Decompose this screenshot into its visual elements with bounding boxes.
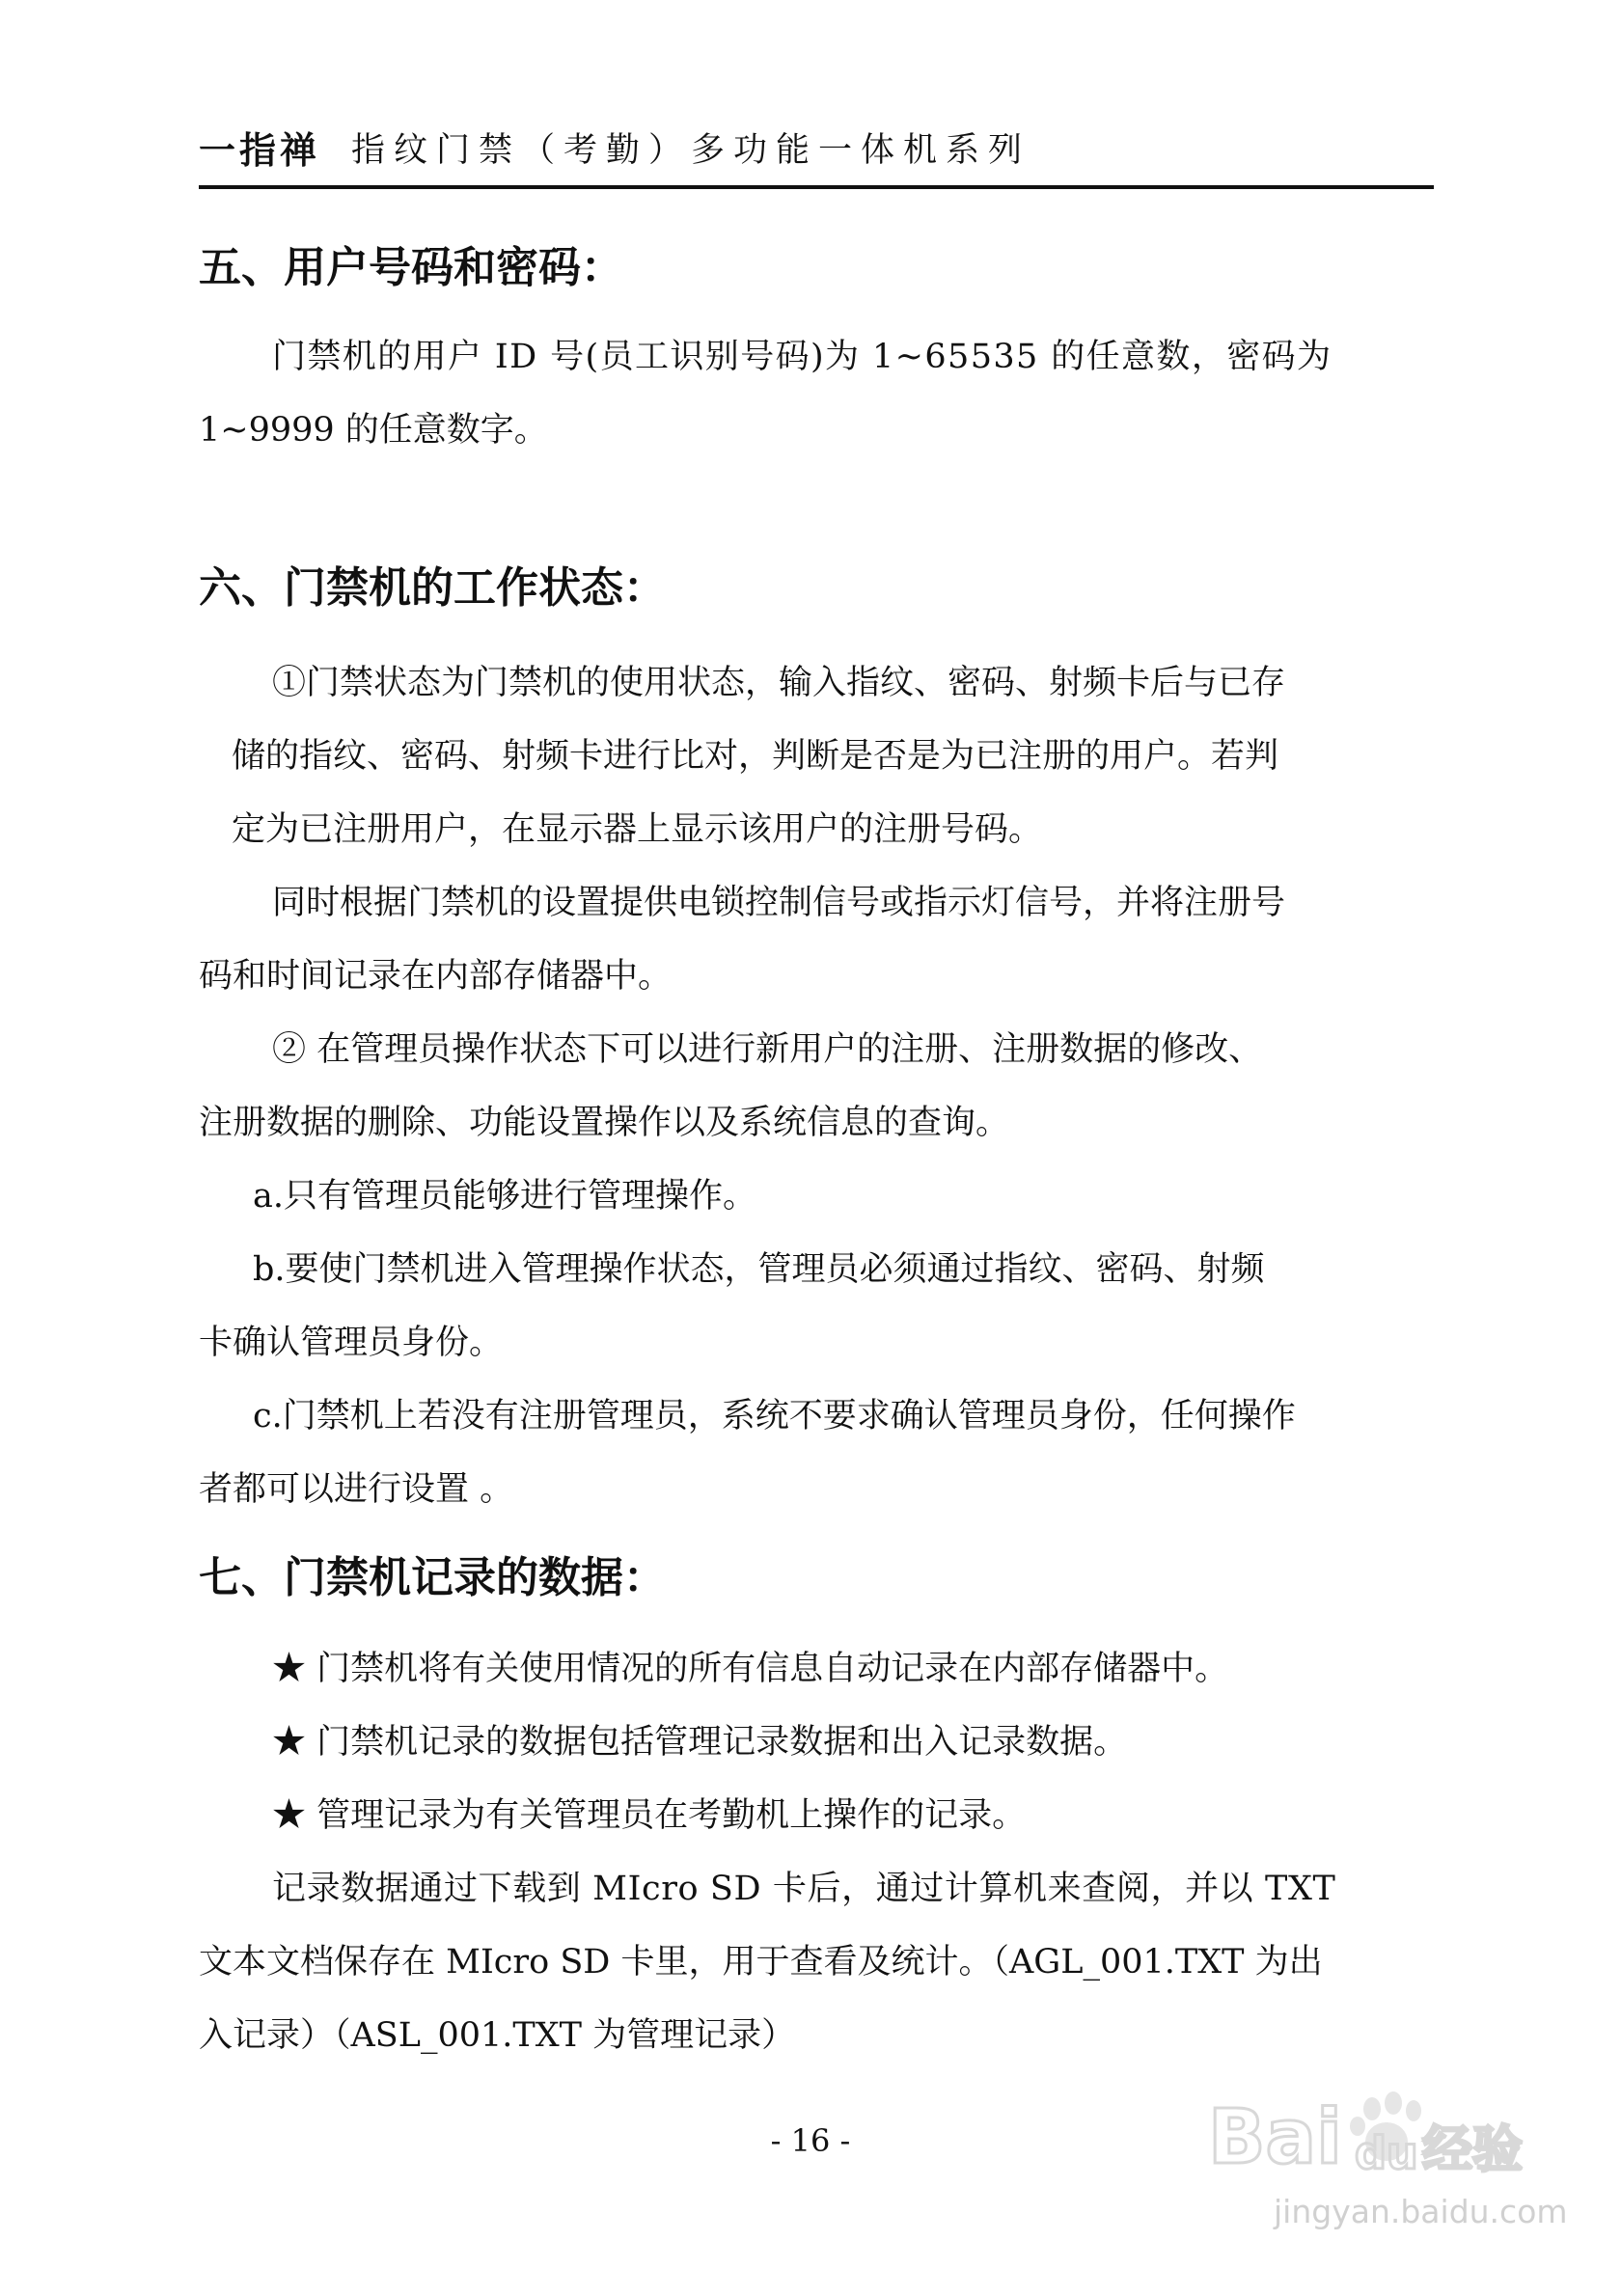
s7-paragraph-line-1: 记录数据通过下载到 MIcro SD 卡后，通过计算机来查阅，并以 TXT (272, 1870, 1336, 1908)
s6-item-c-line-1: c.门禁机上若没有注册管理员，系统不要求确认管理员身份，任何操作 (253, 1397, 1296, 1435)
s7-bullet-2: ★ 门禁机记录的数据包括管理记录数据和出入记录数据。 (272, 1723, 1128, 1762)
baidu-jingyan-watermark (1200, 2074, 1568, 2248)
s7-paragraph-line-2: 文本文档保存在 MIcro SD 卡里，用于查看及统计。（AGL_001.TXT 为出 (199, 1943, 1323, 1982)
s6-item-a: a.只有管理员能够进行管理操作。 (253, 1177, 756, 1216)
svg-text:du: du (1355, 2127, 1418, 2179)
s6-item-c-line-2: 者都可以进行设置 。 (199, 1470, 514, 1509)
page-number: - 16 - (770, 2122, 851, 2159)
s5-paragraph-line-2: 1~9999 的任意数字。 (199, 411, 548, 450)
series-title: 指纹门禁（考勤）多功能一体机系列 (351, 131, 1031, 170)
section-5-heading: 五、用户号码和密码： (199, 243, 623, 292)
s6-item-b-line-1: b.要使门禁机进入管理操作状态，管理员必须通过指纹、密码、射频 (253, 1250, 1265, 1289)
section-6-heading: 六、门禁机的工作状态： (199, 563, 666, 613)
s6-state-1-line-1: ①门禁状态为门禁机的使用状态，输入指纹、密码、射频卡后与已存 (272, 664, 1286, 702)
watermark-logo-text: Bai (1208, 2094, 1342, 2181)
watermark-url: jingyan.baidu.com (1274, 2193, 1568, 2230)
s6-paragraph-2-line-1: 同时根据门禁机的设置提供电锁控制信号或指示灯信号，并将注册号 (272, 884, 1286, 922)
header-rule (199, 185, 1434, 189)
s6-state-2-line-2: 注册数据的删除、功能设置操作以及系统信息的查询。 (199, 1104, 1010, 1142)
s5-paragraph-line-1: 门禁机的用户 ID 号(员工识别号码)为 1~65535 的任意数，密码为 (272, 338, 1333, 376)
s7-paragraph-line-3: 入记录）（ASL_001.TXT 为管理记录） (199, 2016, 796, 2055)
s7-bullet-3: ★ 管理记录为有关管理员在考勤机上操作的记录。 (272, 1796, 1027, 1835)
section-7-heading: 七、门禁机记录的数据： (199, 1553, 666, 1602)
s6-paragraph-2-line-2: 码和时间记录在内部存储器中。 (199, 957, 673, 996)
s6-state-2-line-1: ② 在管理员操作状态下可以进行新用户的注册、注册数据的修改、 (272, 1030, 1263, 1069)
brand-logo: 一指禅 (199, 129, 321, 172)
svg-text:经验: 经验 (1422, 2121, 1524, 2179)
s6-state-1-line-2: 储的指纹、密码、射频卡进行比对，判断是否是为已注册的用户。若判 (232, 737, 1279, 776)
s7-bullet-1: ★ 门禁机将有关使用情况的所有信息自动记录在内部存储器中。 (272, 1650, 1229, 1688)
s6-state-1-line-3: 定为已注册用户，在显示器上显示该用户的注册号码。 (232, 810, 1043, 849)
running-header (199, 123, 1434, 178)
s6-item-b-line-2: 卡确认管理员身份。 (199, 1324, 504, 1362)
